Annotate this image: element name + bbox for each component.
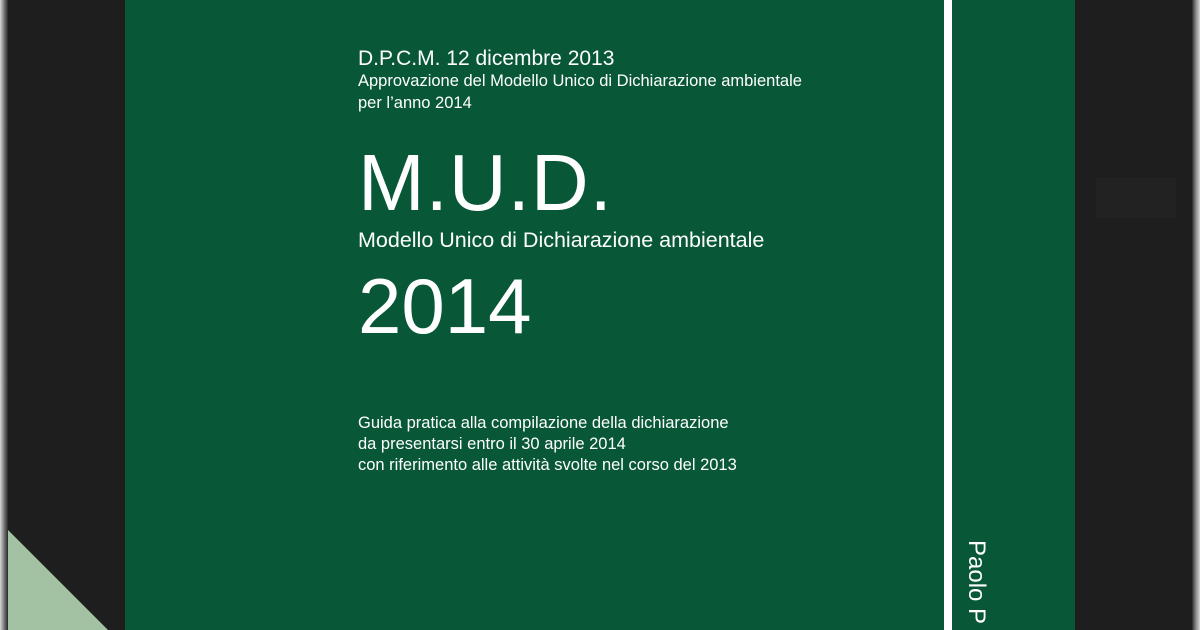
cover-title: M.U.D. (358, 138, 613, 227)
guide-line-2: da presentarsi entro il 30 aprile 2014 (358, 435, 626, 453)
decree-heading: D.P.C.M. 12 dicembre 2013 (358, 47, 615, 70)
book-spine (952, 0, 1075, 630)
right-bezel (1192, 0, 1200, 630)
left-bezel (0, 0, 8, 630)
guide-line-3: con riferimento alle attività svolte nel corso del 2013 (358, 456, 737, 474)
corner-triangle-decoration (8, 530, 108, 630)
cover-subtitle: Modello Unico di Dichiarazione ambientale (358, 228, 765, 252)
cover-divider-stripe (944, 0, 952, 630)
guide-line-1: Guida pratica alla compilazione della dichiarazione (358, 414, 729, 432)
cover-year: 2014 (358, 262, 532, 350)
side-shadow (1096, 178, 1176, 218)
spine-author-name: Paolo P (963, 540, 990, 625)
book-cover-front (125, 0, 944, 630)
decree-description-line-2: per l’anno 2014 (358, 94, 472, 112)
decree-description-line-1: Approvazione del Modello Unico di Dichiarazione ambientale (358, 72, 802, 90)
